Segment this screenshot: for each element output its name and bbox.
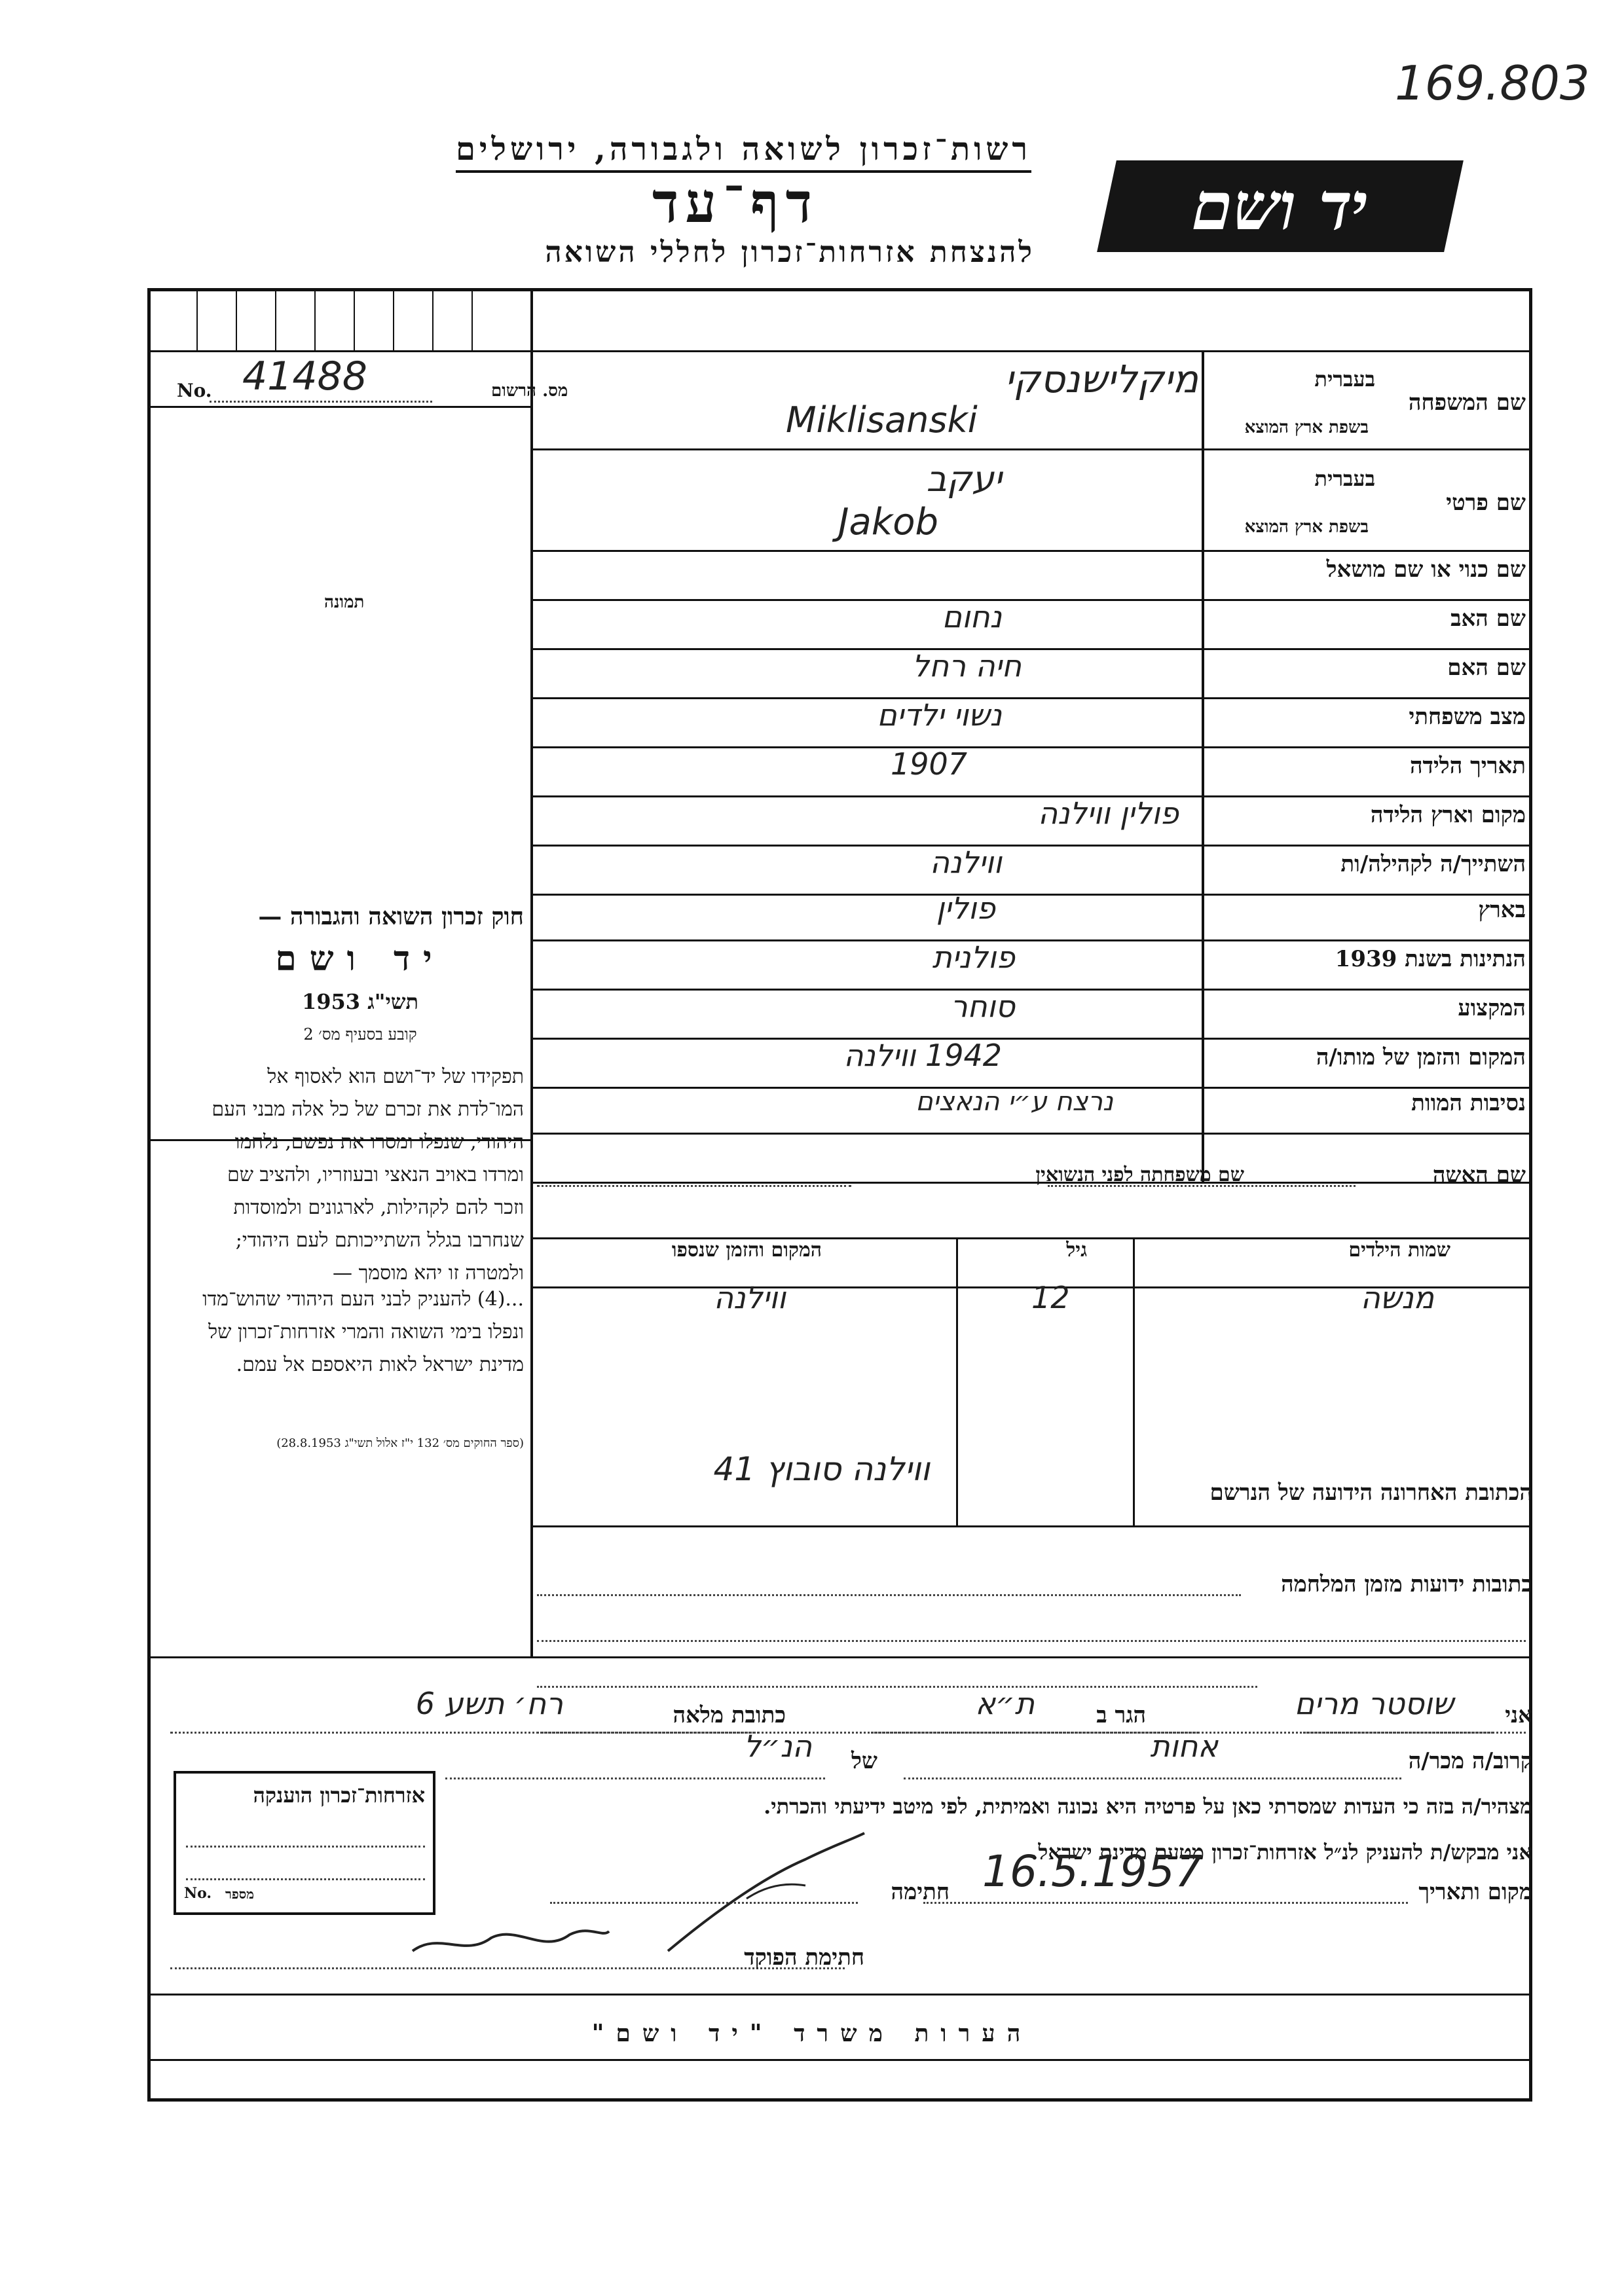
row-line [530,550,1532,552]
first-in-origin: בשפת ארץ המוצא [1244,517,1369,537]
row-line [530,939,1532,941]
witness-line [923,1902,1408,1904]
marital-label: מצב משפחתי [1409,704,1526,730]
witness-line [904,1777,1401,1779]
citizenship-label: הנתינות בשנת 1939 [1335,946,1526,972]
strip-cell [354,291,355,350]
citizenship-granted-box [174,1771,435,1915]
row-line [530,697,1532,699]
registration-line [210,401,432,403]
left-column-divider [530,291,533,1656]
child-1-place: ווילנה [714,1280,786,1315]
official-signature [406,1918,616,1971]
first-name-hebrew: יעקב [926,458,1002,500]
children-col-divider [956,1237,958,1525]
death-place-value: 1942 ווילנה [843,1038,1002,1073]
row-line [530,1182,1532,1184]
witness-date: 16.5.1957 [982,1846,1202,1897]
witness-of-label: של [851,1748,877,1774]
witness-name: שוסטר מרים [1294,1686,1454,1721]
strip-cell [314,291,316,350]
registration-no-label: No. [177,380,212,401]
witness-lives-label: הגר ב [1096,1702,1146,1728]
row-line [530,350,1532,352]
row-line [530,746,1532,748]
family-name-origin: Miklisanski [786,399,978,441]
archive-number: 169.803 [1395,56,1590,111]
office-notes-underline [151,2059,1532,2061]
children-age-header: גיל [1066,1239,1087,1262]
birth-place-label: מקום וארץ הלידה [1370,802,1526,828]
children-place-header: המקום והזמן שנספו [671,1239,822,1262]
witness-line [871,1732,1198,1734]
children-table-bottom [530,1525,1532,1527]
child-1-age: 12 [1031,1280,1070,1315]
row-line [530,648,1532,650]
strip-cell [236,291,237,350]
official-signature-label: חתימת הפוקד [744,1944,864,1971]
strip-cell [432,291,434,350]
header-strip-line [151,350,530,352]
mother-value: חיה רחל [912,648,1022,683]
photo-label: תמונה [324,592,365,612]
row-line [530,845,1532,847]
law-title: חוק זכרון השואה והגבורה — [258,903,524,930]
citizenship-box-title: אזרחות־זכרון הוענקה [253,1783,425,1808]
registration-number: 41488 [242,354,367,399]
community-value: ווילנה [930,845,1002,880]
law-paragraph-1: תפקידו של יד־ושם הוא לאסוף אל המו־לדת את זכרם של כל אלה מבני העם היהודי, שנפלו ומסרו את נפשם, נלחמו ומרדו באויב הנאצי ובעוזריו, ולהציב שם וזכר להם לקהילות, לארגונים ולמוסדות שנחרבו בגלל השתייכותם לעם היהודי; ולמטרה זו יהא מוסמך — [212,1065,524,1285]
law-source: (ספר החוקים מס׳ 132 י"ז אלול תשי"ג 28.8.1953) [276,1436,524,1450]
birth-date-label: תאריך הלידה [1409,753,1526,779]
witness-line [445,1777,825,1779]
logo-text: יד ושם [1184,168,1376,245]
father-value: נחום [942,599,1002,634]
row-line [530,1133,1532,1135]
row-line [530,795,1532,797]
witness-i-label: אני [1505,1702,1532,1728]
witness-address: רח׳ תשע 6 [415,1686,563,1721]
law-name: יד ושם [275,939,445,979]
death-place-label: המקום והזמן של מותו/ה [1316,1044,1526,1070]
family-in-origin: בשפת ארץ המוצא [1244,418,1369,437]
first-name-origin: Jakob [838,501,939,543]
strip-cell [471,291,473,350]
death-cause-label: נסיבות המוות [1411,1090,1526,1116]
form-subtitle: להנצחת אזרחות־זכרון לחללי השואה [545,236,1035,269]
row-line [530,894,1532,896]
witness-of-value: הנ״ל [743,1728,812,1764]
law-year: תשי"ג 1953 [302,989,418,1014]
address-line [537,1594,1241,1596]
last-address-value: ווילנה סובוץ 41 [713,1450,930,1488]
witness-city: ת״א [975,1686,1035,1721]
row-line [530,1038,1532,1040]
form-title: דף־עד [652,170,819,235]
office-notes-divider [151,1994,1532,1995]
nickname-label: שם כנוי או שם מושאל [1326,556,1526,583]
country-label: בארץ [1478,897,1526,923]
strip-cell [275,291,276,350]
family-in-hebrew: בעברית [1314,367,1375,392]
first-in-hebrew: בעברית [1314,466,1375,491]
children-names-header: שמות הילדים [1348,1239,1450,1262]
registration-label: מס. הרשום [491,381,568,401]
witness-relation-label: קרוב/ה מכר/ה [1408,1748,1532,1774]
registration-row-line [151,406,530,408]
children-col-divider [1133,1237,1135,1525]
authority-title: רשות־זכרון לשואה ולגבורה, ירושלים [456,131,1031,173]
profession-label: המקצוע [1458,995,1526,1021]
last-address-label: הכתובת האחרונה הידועה של הנרשם [1209,1480,1532,1506]
wife-maiden-label: שם משפחתה לפני הנשואין [1035,1163,1244,1186]
mother-label: שם האם [1447,655,1526,681]
community-label: השתייך/ה לקהילה/ות [1340,851,1526,877]
child-1-name: מנשה [1360,1280,1434,1315]
witness-request: אני מבקש/ת להעניק לנ״ל אזרחות־זכרון מטעם מדינת ישראל. [1031,1840,1532,1865]
witness-line [170,1732,760,1734]
citizenship-box-number-label: מספר [225,1886,254,1902]
strip-cell [196,291,198,350]
row-line [530,599,1532,601]
wife-label: שם האשה [1432,1162,1526,1188]
witness-relation: אחות [1150,1728,1218,1764]
birth-date-value: 1907 [891,746,968,782]
citizenship-box-line [186,1878,425,1880]
country-value: פולין [936,890,995,926]
law-paragraph-2: ...(4) להעניק לבני העם היהודי שהוש־מדו ונפלו בימי השואה והמרי אזרחות־זכרון של מדינת ישראל לאות היאספם אל עמם. [202,1288,524,1376]
citizenship-box-no-label: No. [184,1885,212,1902]
law-section: קובע בסעיף מס׳ 2 [303,1025,417,1044]
witness-declaration: מצהיר/ה בזה כי העדות שמסרתי כאן על פרטיה היא נכונה ואמיתית, לפי מיטב ידיעתי והכרתי. [764,1794,1532,1819]
address-line [537,1686,1257,1688]
label-column-divider [1202,350,1204,1182]
father-label: שם האב [1450,606,1526,632]
profession-value: סוחר [950,989,1015,1024]
row-line [530,989,1532,991]
war-address-label: כתובות ידועות מזמן המלחמה [1281,1571,1532,1597]
section-divider [151,1656,1532,1658]
witness-address-label: כתובת מלאה [673,1702,786,1728]
witness-signature [655,1820,877,1964]
death-cause-value: נרצח ע״י הנאצים [915,1087,1113,1117]
witness-line [1303,1732,1493,1734]
marital-value: נשוי ילדים [877,697,1002,733]
office-notes-title: הערות משרד "יד ושם" [591,2020,1033,2047]
family-name-label: שם המשפחה [1408,390,1526,416]
wife-maiden-line [537,1185,851,1187]
wife-line [1048,1185,1356,1187]
place-date-label: מקום ותאריך [1418,1879,1532,1905]
birth-place-value: פולין ווילנה [1038,795,1179,831]
family-name-hebrew: מיקלישנסקי [1005,357,1198,401]
citizenship-value: פולנית [932,939,1015,975]
first-name-label: שם פרטי [1446,490,1526,516]
row-line [530,448,1532,450]
yad-vashem-logo [1097,160,1464,252]
strip-cell [393,291,394,350]
signature-label: חתימה [891,1879,950,1905]
address-line [537,1640,1526,1642]
citizenship-box-line [186,1846,425,1848]
